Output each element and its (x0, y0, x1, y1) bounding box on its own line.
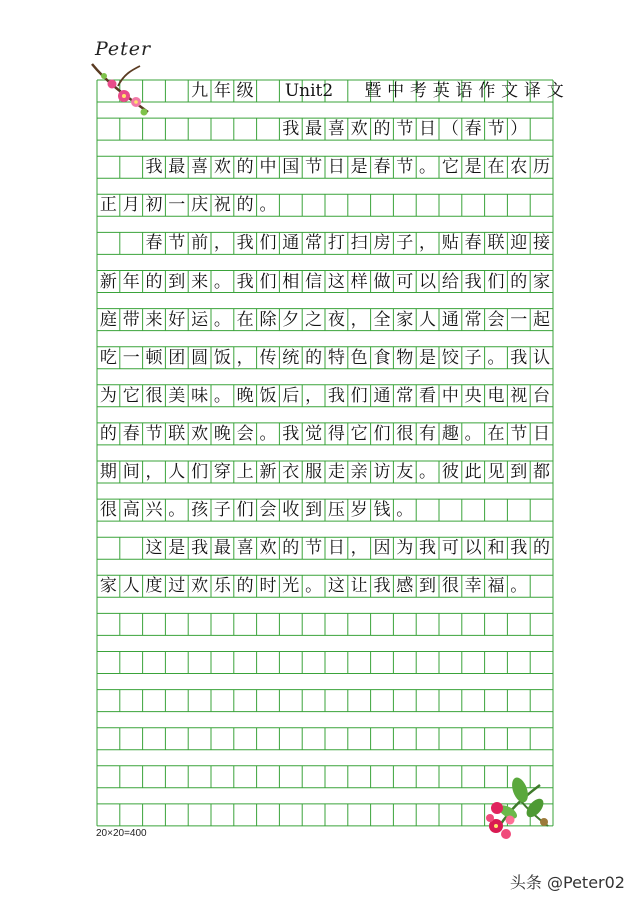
essay-row-cells: 春 节 前 ， 我 们 通 常 打 扫 房 子 ， 贴 春 联 迎 接 (145, 233, 551, 254)
peter-logo: Peter (95, 38, 152, 60)
essay-row-cells: 期 间 ， 人 们 穿 上 新 衣 服 走 亲 访 友 。 彼 此 见 到 都 (99, 462, 551, 482)
essay-row-cells: 吃 一 顿 团 圆 饭 ， 传 统 的 特 色 食 物 是 饺 子 。 我 认 (99, 347, 551, 368)
flower-bouquet-icon (486, 775, 548, 839)
watermark: 头条 @Peter02 (509, 873, 625, 892)
essay-row-cells: 正 月 初 一 庆 祝 的 。 (99, 195, 277, 216)
essay-row-cells: 这 是 我 最 喜 欢 的 节 日 ， 因 为 我 可 以 和 我 的 (145, 538, 551, 559)
essay-row-cells: 我 最 喜 欢 的 节 日 （ 春 节 ） (282, 119, 528, 140)
essay-row-cells: 九 年 级 Unit2 暨 中 考 英 语 作 文 译 文 (191, 81, 564, 101)
essay-row-cells: 的 春 节 联 欢 晚 会 。 我 觉 得 它 们 很 有 趣 。 在 节 日 (99, 423, 551, 444)
essay-row-cells: 为 它 很 美 味 。 晚 饭 后 ， 我 们 通 常 看 中 央 电 视 台 (99, 385, 551, 406)
essay-row-cells: 家 人 度 过 欢 乐 的 时 光 。 这 让 我 感 到 很 幸 福 。 (99, 576, 528, 597)
grid-count-label: 20×20=400 (96, 828, 147, 839)
essay-row-cells: 我 最 喜 欢 的 中 国 节 日 是 春 节 。 它 是 在 农 历 (145, 157, 551, 178)
essay-row-cells: 新 年 的 到 来 。 我 们 相 信 这 样 做 可 以 给 我 们 的 家 (99, 271, 551, 292)
essay-row-cells: 很 高 兴 。 孩 子 们 会 收 到 压 岁 钱 。 (99, 500, 414, 521)
essay-row-cells: 庭 带 来 好 运 。 在 除 夕 之 夜 ， 全 家 人 通 常 会 一 起 (99, 309, 551, 330)
